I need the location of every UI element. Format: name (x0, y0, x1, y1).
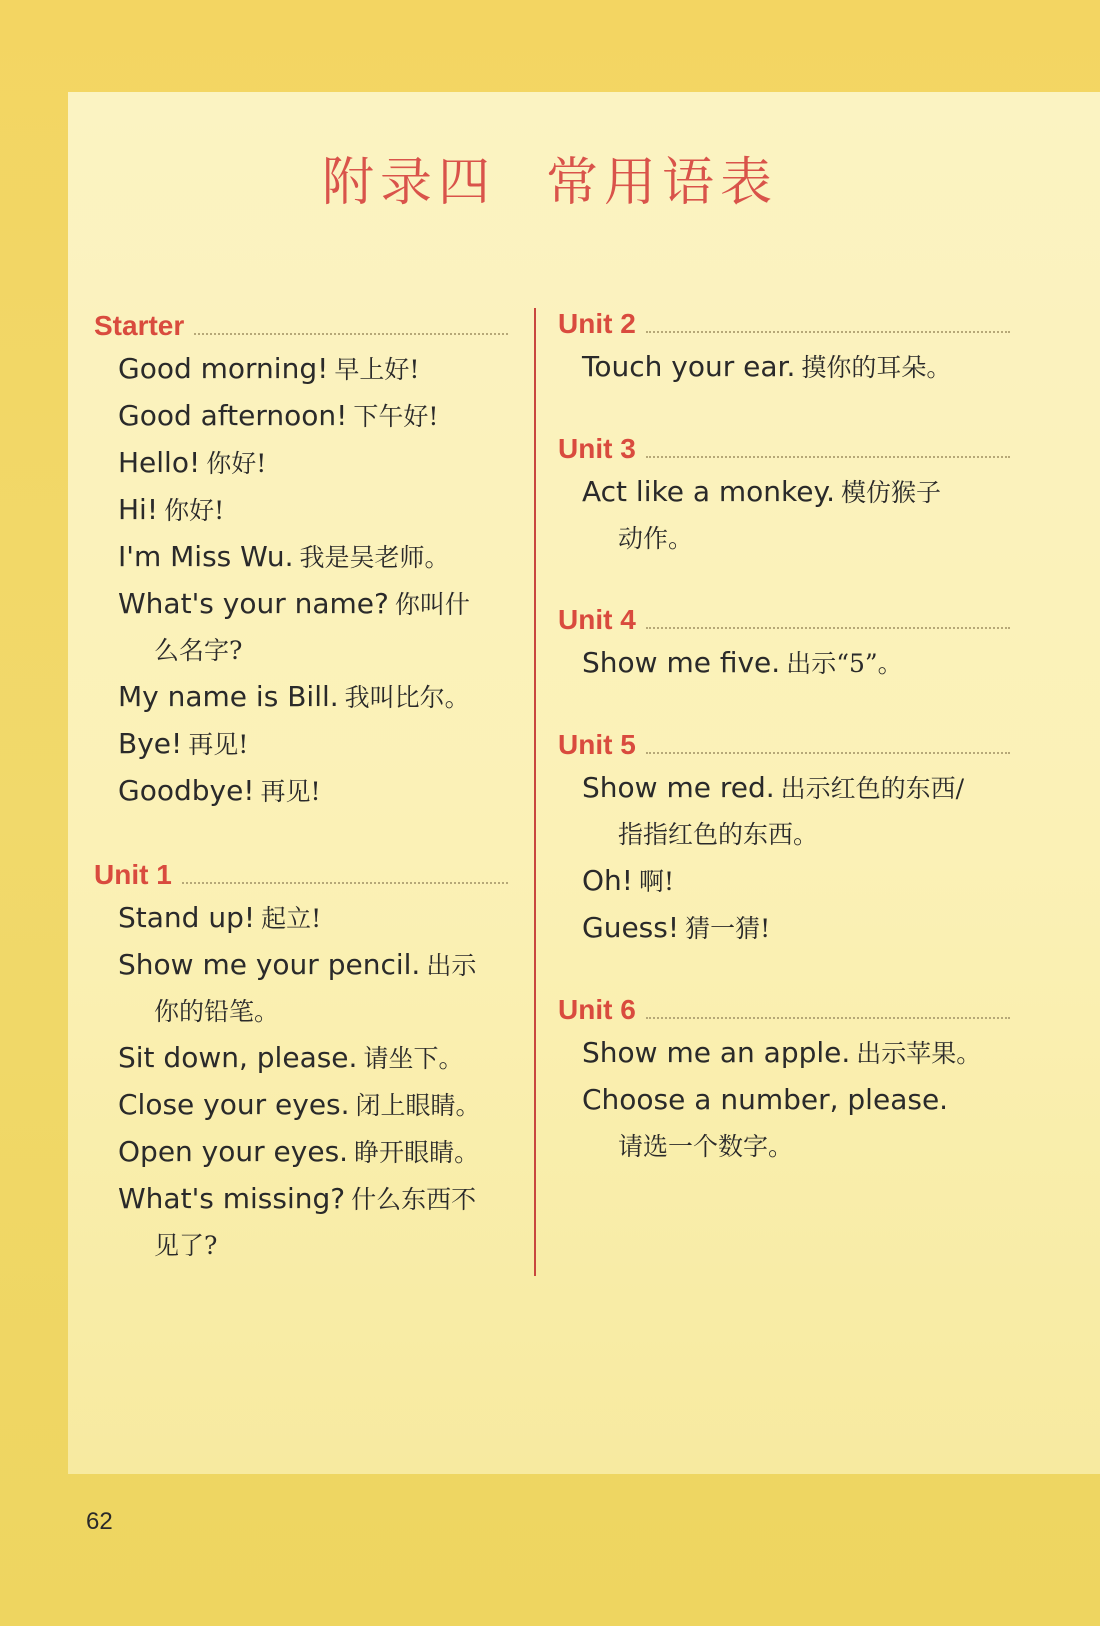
section-starter (94, 308, 508, 815)
phrase-zh: 猜一猜! (685, 914, 771, 943)
phrase-continuation: 请选一个数字。 (618, 1132, 794, 1161)
phrase-line (94, 1082, 508, 1129)
phrase-en: Choose a number, please. (582, 1083, 949, 1116)
phrase-en: Oh! (582, 864, 634, 897)
phrase-continuation: 动作。 (618, 524, 694, 553)
left-column (94, 308, 508, 1269)
phrase-continuation: 你的铅笔。 (154, 997, 280, 1026)
phrase-zh: 请坐下。 (363, 1044, 464, 1073)
phrase-en: Hi! (118, 493, 159, 526)
phrase-zh: 摸你的耳朵。 (801, 353, 952, 382)
phrase-zh: 啊! (639, 867, 675, 896)
phrase-line (558, 469, 1010, 516)
section-heading-label: Unit 2 (558, 308, 636, 339)
phrase-en: Act like a monkey. (582, 475, 835, 508)
phrase-zh: 出示红色的东西/ (780, 774, 965, 803)
section-heading-label: Unit 1 (94, 859, 172, 890)
section-heading (558, 992, 1010, 1026)
phrase-en: Guess! (582, 911, 680, 944)
phrase-en: Goodbye! (118, 774, 255, 807)
phrase-zh: 再见! (260, 777, 321, 806)
dotted-leader (646, 1017, 1010, 1019)
dotted-leader (646, 456, 1010, 458)
phrase-line (94, 346, 508, 393)
phrase-en: Close your eyes. (118, 1088, 350, 1121)
phrase-line (94, 674, 508, 721)
phrase-zh: 你好! (164, 496, 225, 525)
phrase-en: Stand up! (118, 901, 256, 934)
phrase-line (94, 942, 508, 989)
page-number: 62 (86, 1508, 113, 1535)
dotted-leader (194, 333, 508, 335)
section-heading-label: Starter (94, 310, 185, 341)
dotted-leader (646, 627, 1010, 629)
phrase-zh: 起立! (261, 904, 322, 933)
phrase-en: My name is Bill. (118, 680, 339, 713)
phrase-en: Show me five. (582, 646, 781, 679)
phrase-en: Show me your pencil. (118, 948, 421, 981)
page-title (0, 140, 1100, 215)
phrase-en: Good afternoon! (118, 399, 348, 432)
phrase-line (558, 765, 1010, 812)
right-column (558, 306, 1010, 1170)
phrase-zh: 模仿猴子 (840, 478, 941, 507)
phrase-en: Hello! (118, 446, 201, 479)
phrase-line (94, 895, 508, 942)
phrase-continuation: 么名字? (154, 636, 243, 665)
phrase-line (94, 1035, 508, 1082)
section-unit-5 (558, 727, 1010, 952)
phrase-en: I'm Miss Wu. (118, 540, 294, 573)
section-heading (558, 727, 1010, 761)
phrase-line (94, 1176, 508, 1223)
phrase-continuation: 见了? (154, 1231, 218, 1260)
section-unit-6 (558, 992, 1010, 1170)
section-heading-label: Unit 5 (558, 729, 636, 760)
section-heading (558, 431, 1010, 465)
phrase-zh: 出示“5”。 (786, 649, 903, 678)
phrase-line (94, 440, 508, 487)
phrase-zh: 出示苹果。 (856, 1039, 982, 1068)
phrase-zh: 我叫比尔。 (344, 683, 470, 712)
dotted-leader (646, 331, 1010, 333)
column-divider (534, 308, 536, 1276)
title-appendix-label: 附录四 (321, 153, 496, 213)
phrase-en: What's your name? (118, 587, 389, 620)
phrase-line (558, 905, 1010, 952)
section-unit-4 (558, 602, 1010, 687)
phrase-zh: 我是吴老师。 (299, 543, 450, 572)
section-unit-1 (94, 857, 508, 1269)
section-heading-label: Unit 6 (558, 994, 636, 1025)
phrase-zh: 睁开眼睛。 (354, 1138, 480, 1167)
phrase-zh: 下午好! (353, 402, 439, 431)
phrase-zh: 闭上眼睛。 (355, 1091, 481, 1120)
phrase-line (94, 534, 508, 581)
section-heading (558, 602, 1010, 636)
phrase-zh: 你叫什 (394, 590, 470, 619)
phrase-line (558, 344, 1010, 391)
phrase-en: Bye! (118, 727, 183, 760)
section-heading (558, 306, 1010, 340)
phrase-line (94, 1129, 508, 1176)
phrase-zh: 再见! (188, 730, 249, 759)
phrase-line (94, 487, 508, 534)
phrase-line (558, 640, 1010, 687)
dotted-leader (646, 752, 1010, 754)
phrase-en: Good morning! (118, 352, 329, 385)
section-heading (94, 308, 508, 342)
phrase-line (558, 1030, 1010, 1077)
section-heading-label: Unit 3 (558, 433, 636, 464)
phrase-zh: 你好! (206, 449, 267, 478)
phrase-zh: 什么东西不 (351, 1185, 477, 1214)
phrase-en: Touch your ear. (582, 350, 796, 383)
section-unit-2 (558, 306, 1010, 391)
phrase-line (94, 393, 508, 440)
section-heading (94, 857, 508, 891)
title-phrase-list-label: 常用语表 (546, 153, 779, 213)
phrase-en: Open your eyes. (118, 1135, 349, 1168)
phrase-line (94, 721, 508, 768)
phrase-en: Show me an apple. (582, 1036, 851, 1069)
phrase-line (558, 1077, 1010, 1124)
phrase-continuation: 指指红色的东西。 (618, 820, 819, 849)
phrase-en: Show me red. (582, 771, 775, 804)
dotted-leader (182, 882, 508, 884)
phrase-en: Sit down, please. (118, 1041, 358, 1074)
phrase-en: What's missing? (118, 1182, 346, 1215)
phrase-line (558, 858, 1010, 905)
phrase-zh: 早上好! (334, 355, 420, 384)
section-unit-3 (558, 431, 1010, 562)
phrase-line (94, 581, 508, 628)
section-heading-label: Unit 4 (558, 604, 636, 635)
phrase-zh: 出示 (426, 951, 477, 980)
phrase-line (94, 768, 508, 815)
